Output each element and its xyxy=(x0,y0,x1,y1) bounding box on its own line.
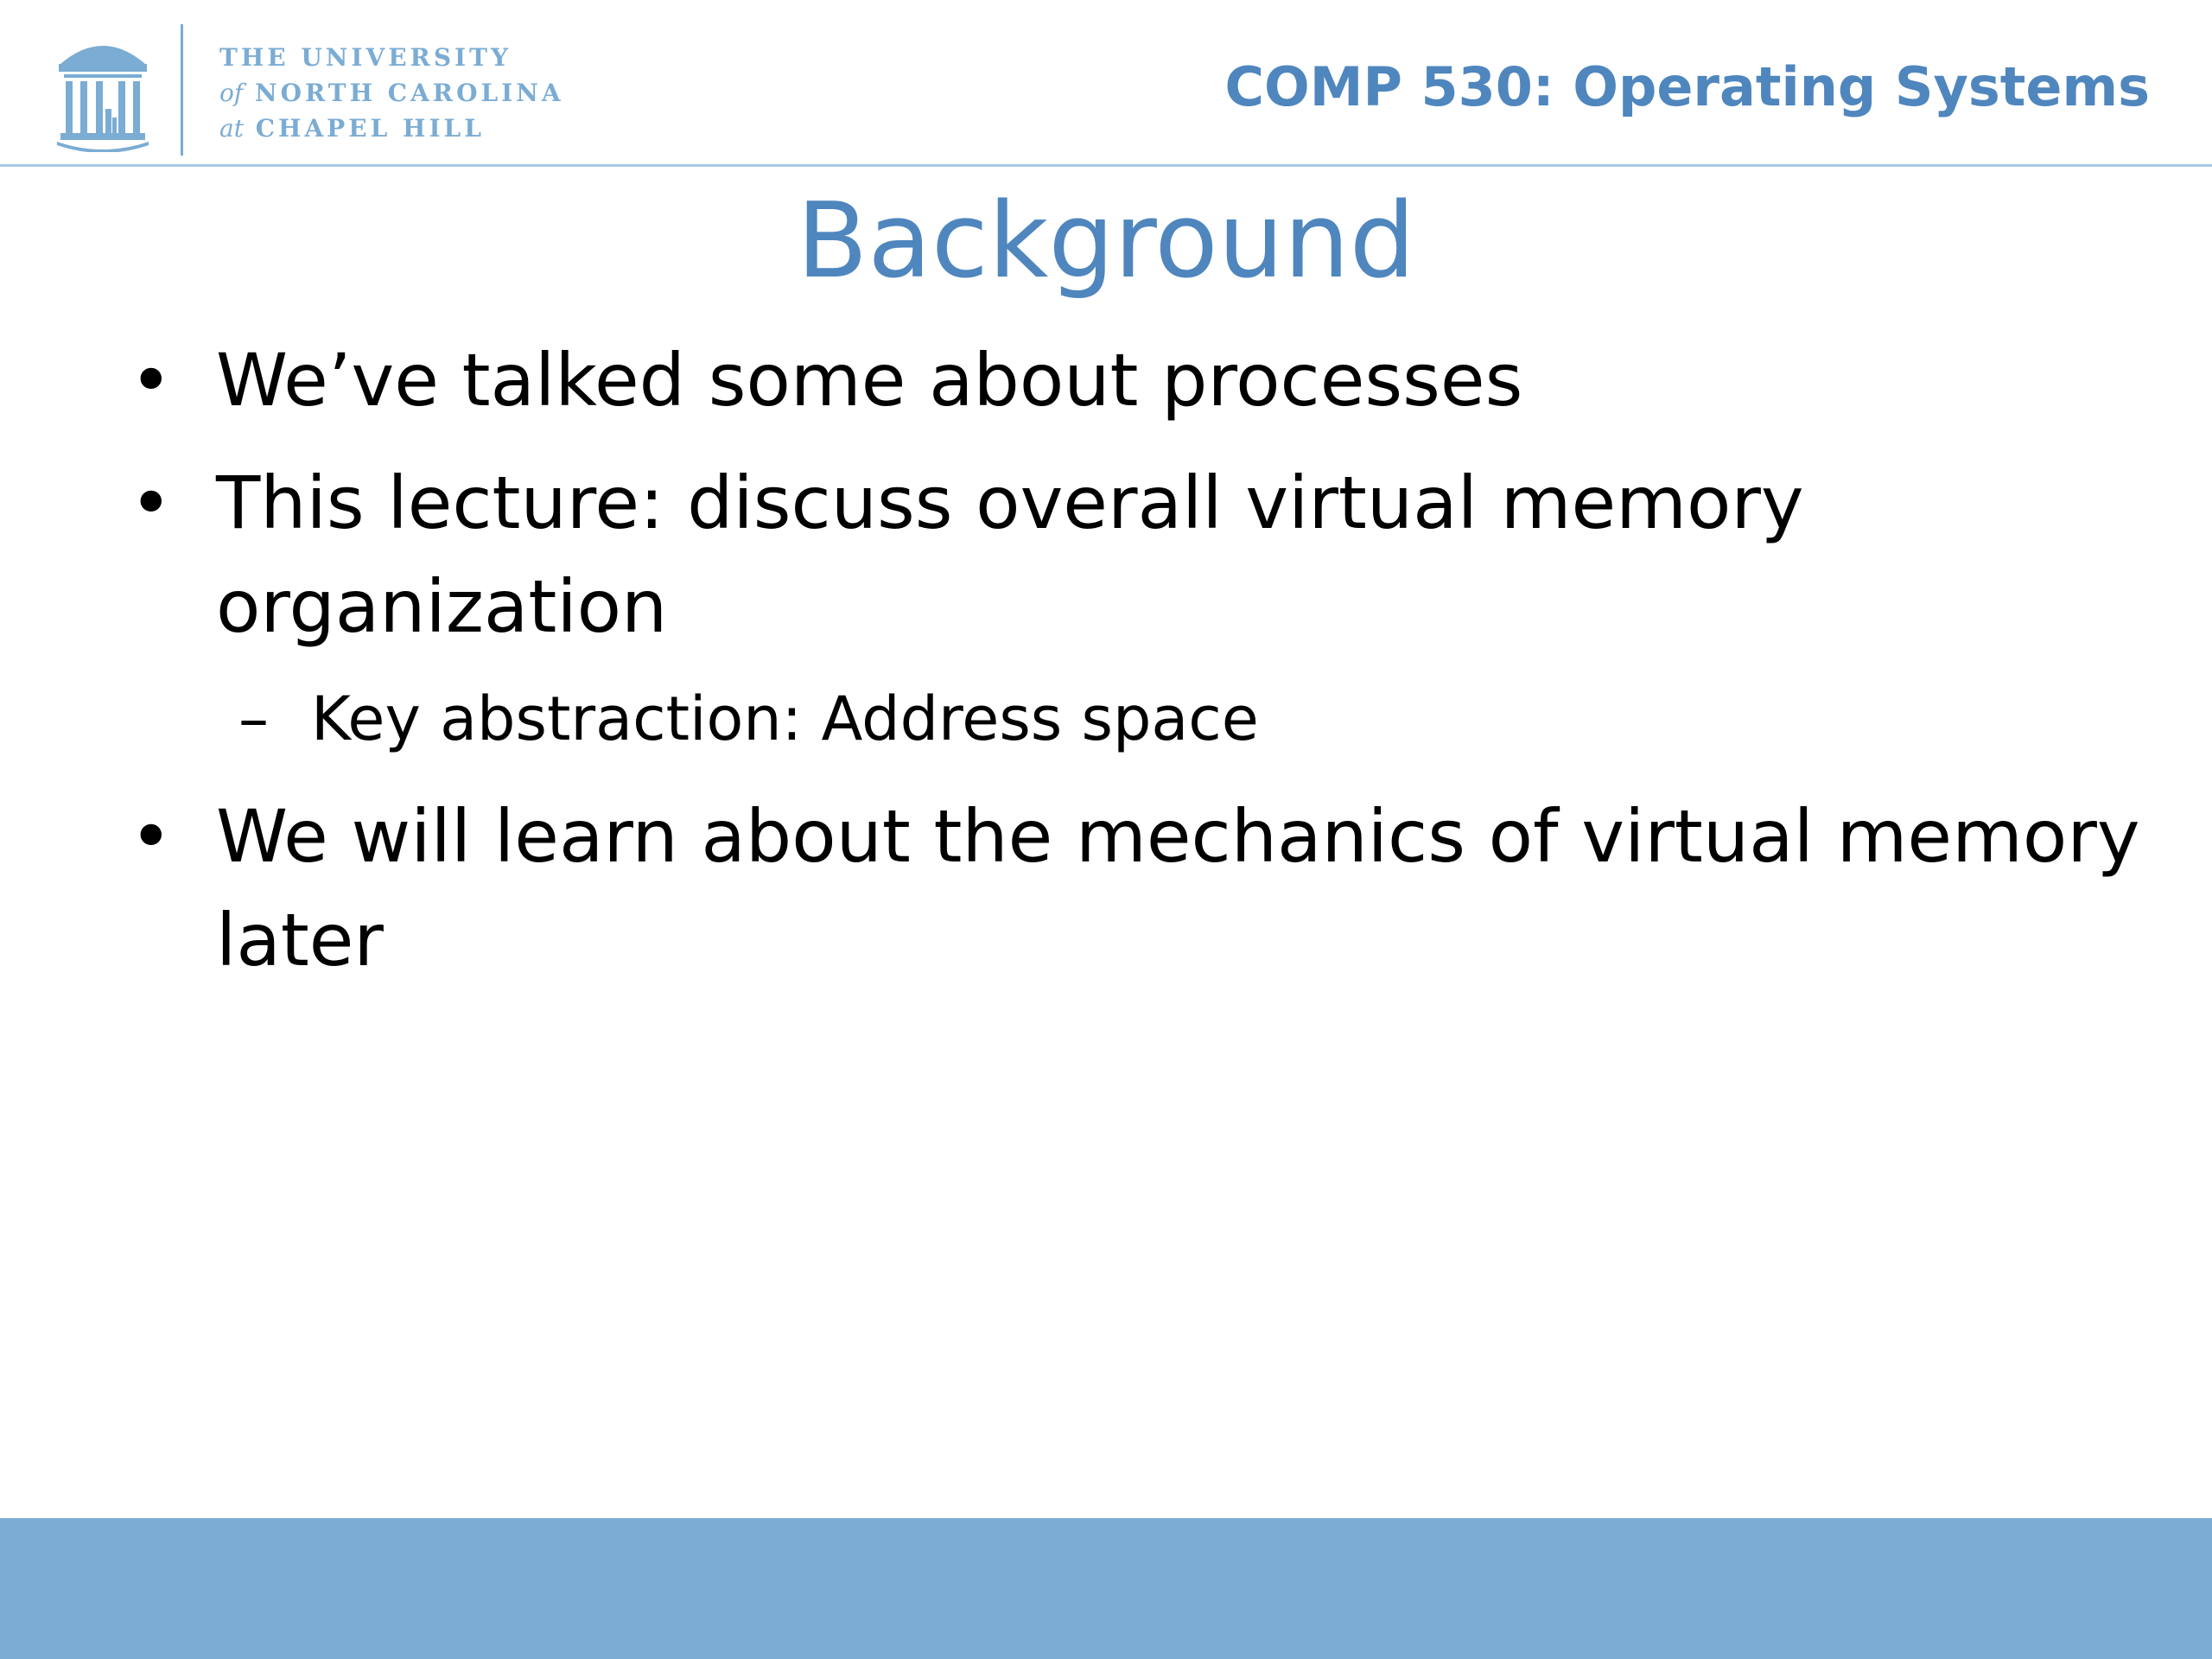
bullet-text: We will learn about the mechanics of virtual memory later xyxy=(216,794,2140,982)
header-divider xyxy=(0,164,2212,167)
bullet-dot-icon: • xyxy=(130,794,173,879)
sub-bullet-item xyxy=(130,676,2143,762)
bullet-item xyxy=(130,451,2143,658)
logo-divider xyxy=(181,24,183,156)
footer-bar xyxy=(0,1518,2212,1659)
university-line-1: THE UNIVERSITY xyxy=(219,43,512,72)
bullet-item xyxy=(130,785,2143,992)
old-well-icon xyxy=(55,31,150,152)
university-line-3-text: CHAPEL HILL xyxy=(255,114,485,143)
bullet-dot-icon: • xyxy=(130,338,173,423)
bullet-item xyxy=(130,328,2143,432)
university-line-3-prefix: at xyxy=(219,114,244,143)
university-line-2-text: NORTH CAROLINA xyxy=(254,79,564,107)
university-line-2 xyxy=(219,75,564,111)
course-title: COMP 530: Operating Systems xyxy=(1224,55,2150,118)
bullet-dot-icon: • xyxy=(130,461,173,545)
university-logo xyxy=(55,24,564,156)
bullet-text: This lecture: discuss overall virtual memory organization xyxy=(216,461,1804,649)
university-line-3 xyxy=(219,111,564,146)
dash-icon: – xyxy=(238,683,269,754)
bullet-list xyxy=(130,328,2143,1011)
university-name xyxy=(219,40,564,146)
university-line-2-prefix: of xyxy=(219,79,244,107)
slide-title: Background xyxy=(797,181,1415,302)
sub-bullet-text: Key abstraction: Address space xyxy=(311,683,1259,754)
bullet-text: We’ve talked some about processes xyxy=(216,338,1523,423)
